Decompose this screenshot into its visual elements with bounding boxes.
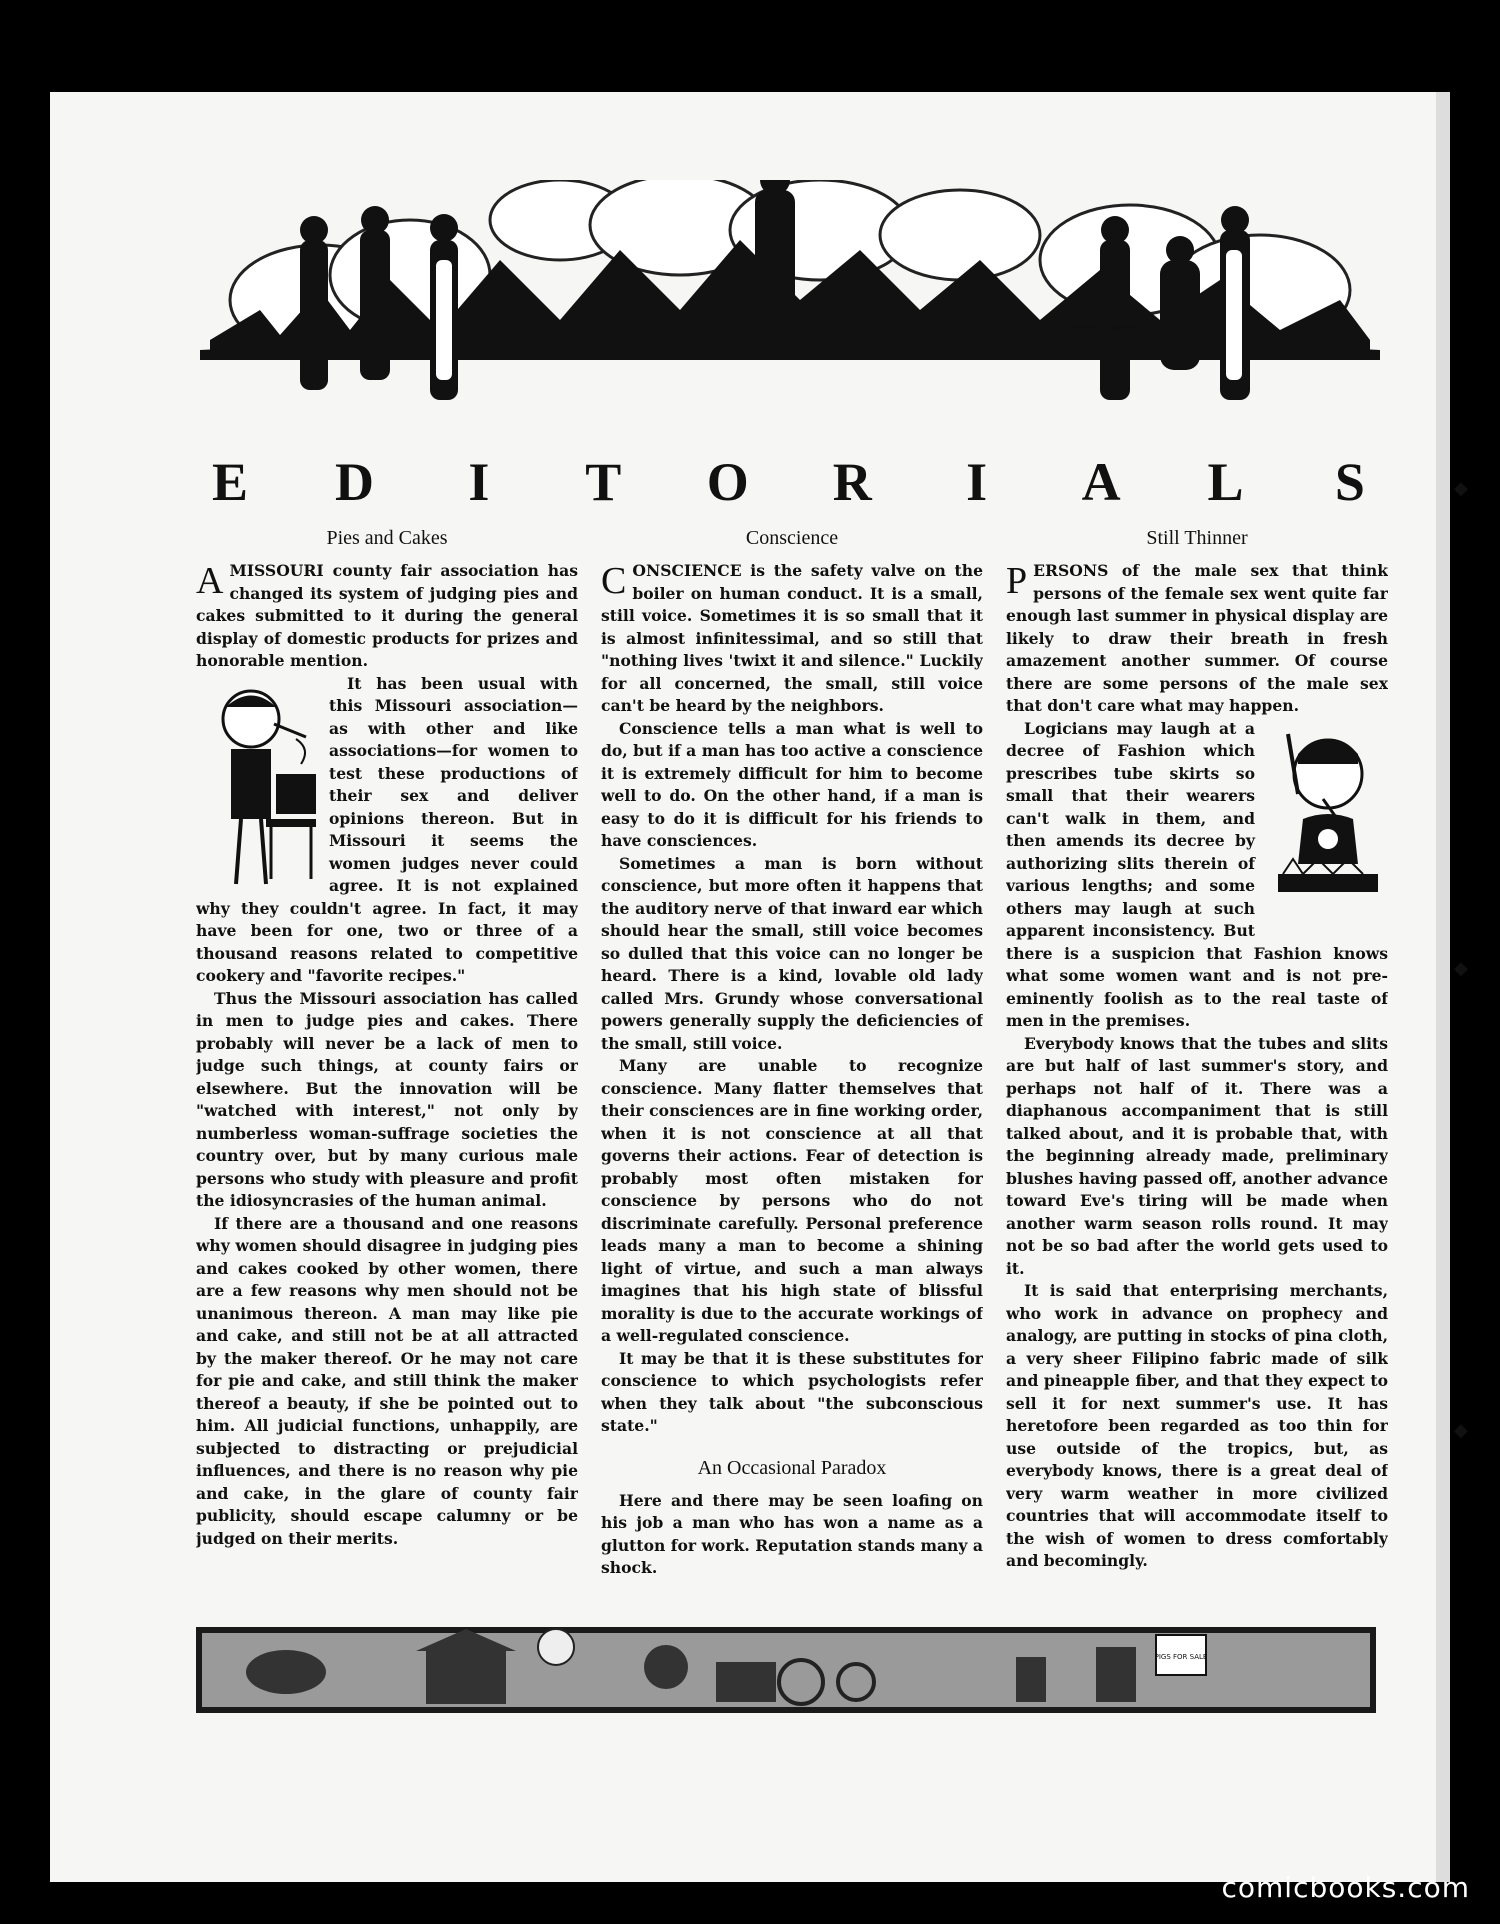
- article-paragraph: PERSONS of the male sex that think persons of the female sex went quite far enough last summer in physical display are likely to draw their breath in fresh amazement another summer. Of course there are some persons of the male sex that don't care what may happen.: [1006, 560, 1388, 715]
- artist-signature: G.SHEPHERD CHAMBERS: [1055, 324, 1143, 332]
- binding-mark: ◆: [1454, 958, 1468, 979]
- article-paragraph: A MISSOURI county fair association has changed its system of judging pies and cakes submitted to it during the general display of domestic products for prizes and honorable mention.: [196, 560, 578, 670]
- title-letter: S: [1334, 452, 1365, 512]
- facing-page-edge: [1436, 92, 1450, 1882]
- title-letter: T: [585, 452, 622, 512]
- editorial-header-illustration: [200, 180, 1380, 450]
- editorials-title: [200, 452, 1380, 512]
- article-paragraph: Many are unable to recognize conscience. Many flatter themselves that their consciences are in fine working order, when it is not conscience at all that governs their actions. Fear of detection is probably most often mistaken for conscience by persons who do not discriminate carefully. Personal preference leads many a man to become a shining light of virtue, and such a man always imagines that his high state of blissful morality is due to the accurate workings of a well-regulated conscience.: [601, 1056, 983, 1345]
- article-paragraph: Thus the Missouri association has called in men to judge pies and cakes. There probably will never be a lack of men to judge such things, at county fairs or elsewhere. But the innovation will be "watched with interest," not only by numberless woman-suffrage societies the country over, but by many curious male persons who study with pleasure and profit the idiosyncrasies of the human animal.: [196, 988, 578, 1210]
- article-paragraph: Conscience tells a man what is well to do, but if a man has too active a conscience it is extremely difficult for him to become well to do. On the other hand, if a man is easy to do it is difficult for his friends to have consciences.: [601, 718, 983, 850]
- cartoon-man-smoking: [1263, 724, 1388, 924]
- article-paragraph: CONSCIENCE is the safety valve on the boiler on human conduct. It is a small, still voice. Sometimes it is so small that it is almost infinitessimal, and so still that "nothing lives 'twixt it and silence." Luckily for all concerned, the small, still voice can't be heard by the neighbors.: [601, 560, 983, 715]
- article-subheading: An Occasional Paradox: [697, 1456, 887, 1479]
- article-heading: Conscience: [745, 527, 839, 549]
- article-paragraph: It may be that it is these substitutes for conscience to which psychologists refer when they talk about "the subconscious state.": [601, 1348, 983, 1435]
- column-conscience: [601, 526, 983, 1606]
- title-letter: A: [1081, 452, 1121, 512]
- drop-cap: A: [196, 560, 224, 602]
- site-watermark: comicbooks.com: [1221, 1871, 1470, 1904]
- article-paragraph: It has been usual with this Missouri association—as with other and like associations—for women to test these productions of their sex and deliver opinions thereon. But in Missouri it seems the women judges never could agree. It is not explained why they couldn't agree. In fact, it may have been for one, two or three of a thousand reasons related to competitive cookery and "favorite recipes.": [196, 673, 578, 985]
- title-letter: L: [1207, 452, 1244, 512]
- binding-mark: ◆: [1454, 1420, 1468, 1441]
- article-paragraph: It is said that enterprising merchants, who work in advance on prophecy and analogy, are putting in stocks of pina cloth, a very sheer Filipino fabric made of silk and pineapple fiber, and that they expect to sell it for next summer's use. It has heretofore been regarded as too thin for use outside of the tropics, but, as everybody knows, there is a great deal of very warm weather in more civilized countries that will accommodate itself to the wish of women to dress comfortably and becomingly.: [1006, 1281, 1388, 1570]
- article-heading: Pies and Cakes: [326, 527, 448, 549]
- title-letter: D: [334, 452, 374, 512]
- article-paragraph: If there are a thousand and one reasons why women should disagree in judging pies and cakes cooked by other women, there are a few reasons why men should not be unanimous thereon. A man may like pie and cake, and still not be at all attracted by the maker thereof. Or he may not care for pie and cake, and still think the maker thereof a beauty, if she be pointed out to him. All judicial functions, unhappily, are subjected to distracting or prejudicial influences, and there is no reason why pie and cake, in the glare of county fair publicity, should escape calumny or be judged on their merits.: [196, 1213, 578, 1548]
- title-letter: R: [832, 452, 872, 512]
- column-still-thinner: [1006, 526, 1388, 1606]
- title-letter: I: [966, 452, 988, 512]
- drop-cap: C: [601, 560, 627, 602]
- title-letter: O: [706, 452, 749, 512]
- binding-mark: ◆: [1454, 478, 1468, 499]
- cartoon-man-judging-cake: [196, 679, 321, 894]
- article-paragraph: Here and there may be seen loafing on his job a man who has won a name as a glutton for work. Reputation stands many a shock.: [601, 1490, 983, 1577]
- title-letter: I: [468, 452, 490, 512]
- article-paragraph: Logicians may laugh at a decree of Fashion which prescribes tube skirts so small that their wearers can't walk in them, and then amends its decree by authorizing slits therein of various lengths; and some others may laugh at such apparent inconsistency. But there is a suspicion that Fashion knows what some women want and is not pre-eminently foolish as to the real taste of men in the premises.: [1006, 718, 1388, 1030]
- article-paragraph: Sometimes a man is born without conscience, but more often it happens that the auditory nerve of that inward ear which should hear the small, still voice becomes so dulled that this voice can no longer be heard. There is a kind, lovable old lady called Mrs. Grundy whose conversational powers generally supply the deficiencies of the small, still voice.: [601, 853, 983, 1053]
- drop-cap: P: [1006, 560, 1028, 602]
- farm-scene-illustration: [196, 1627, 1376, 1713]
- column-pies-and-cakes: [196, 526, 578, 1606]
- title-letter: E: [211, 452, 249, 512]
- article-heading: Still Thinner: [1146, 527, 1248, 549]
- article-paragraph: Everybody knows that the tubes and slits are but half of last summer's story, and perhaps not half of it. There was a diaphanous accompaniment that is still talked about, and it is probable that, with the beginning already made, preliminary blushes having passed off, another advance toward Eve's tiring will be made when another warm season rolls round. It may not be so bad after the world gets used to it.: [1006, 1033, 1388, 1278]
- pigs-for-sale-sign: PIGS FOR SALE: [1154, 1653, 1208, 1661]
